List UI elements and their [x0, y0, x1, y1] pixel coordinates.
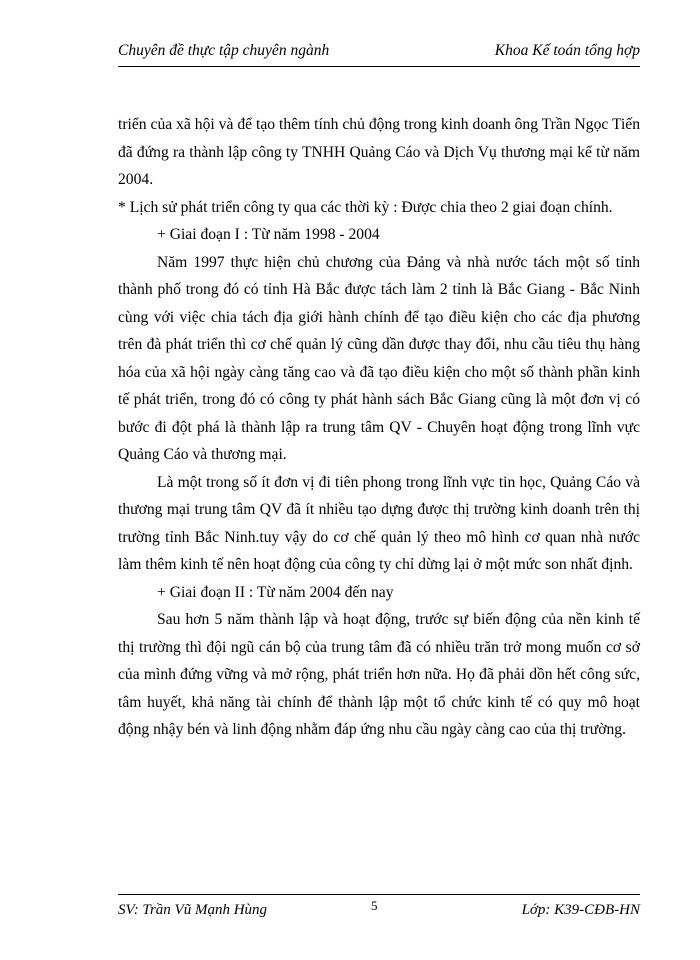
footer-student-name: SV: Trần Vũ Mạnh Hùng: [118, 902, 268, 918]
section-heading: + Giai đoạn I : Từ năm 1998 - 2004: [157, 226, 380, 243]
header-course-title: Chuyên đề thực tập chuyên ngành: [118, 42, 330, 59]
paragraph: Năm 1997 thực hiện chủ chương của Đảng và nhà nước tách một số tỉnh thành phố trong đó có tỉnh Hà Bắc được tách làm 2 tỉnh là Bắc Giang - Bắc Ninh cùng với việc chia tách địa giới hành chính để tạo điều kiện cho các địa phương trên đà phát triển thì cơ chế quản lý cũng dần được thay đổi, nhu cầu tiêu thụ hàng hóa của xã hội ngày càng tăng cao và đã tạo điều kiện cho một số thành phần kinh tế phát triển, trong đó có công ty phát hành sách Bắc Giang cũng là một đơn vị có bước đi đột phá là thành lập ra trung tâm QV - Chuyên hoạt động trong lĩnh vực Quảng Cáo và thương mại.: [118, 253, 640, 463]
page-number: 5: [371, 898, 378, 913]
paragraph: triển của xã hội và để tạo thêm tính chủ động trong kinh doanh ông Trần Ngọc Tiến đã đứng ra thành lập công ty TNHH Quảng Cáo và Dịch Vụ thương mại kể từ năm 2004.: [118, 116, 640, 188]
paragraph: Là một trong số ít đơn vị đi tiên phong trong lĩnh vực tin học, Quảng Cáo và thương mại trung tâm QV đã ít nhiều tạo dựng được thị trường kinh doanh trên thị trường tỉnh Bắc Ninh.tuy vậy do cơ chế quản lý theo mô hình cơ quan nhà nước làm thêm kinh tế nên hoạt động của công ty chỉ dừng lại ở một mức son nhất định.: [118, 473, 640, 573]
header-faculty: Khoa Kế toán tổng hợp: [494, 42, 640, 59]
page-header: [118, 40, 640, 67]
page-footer: [118, 894, 640, 925]
footer-class: Lớp: K39-CĐB-HN: [521, 902, 640, 918]
section-heading: + Giai đoạn II : Từ năm 2004 đến nay: [157, 583, 394, 601]
paragraph: * Lịch sử phát triển công ty qua các thời kỳ : Được chia theo 2 giai đoạn chính.: [118, 198, 613, 216]
paragraph: Sau hơn 5 năm thành lập và hoạt động, trước sự biến động của nền kinh tế thị trường thì đội ngũ cán bộ của trung tâm đã có nhiều trăn trở mong muốn cơ sở của mình đứng vững và mở rộng, phát triển hơn nữa. Họ đã phải dồn hết công sức, tâm huyết, khả năng tài chính để thành lập một tổ chức kinh tế có quy mô hoạt động nhậy bén và linh động nhằm đáp ứng nhu cầu ngày càng cao của thị trường.: [118, 611, 640, 738]
document-body: [118, 111, 640, 744]
